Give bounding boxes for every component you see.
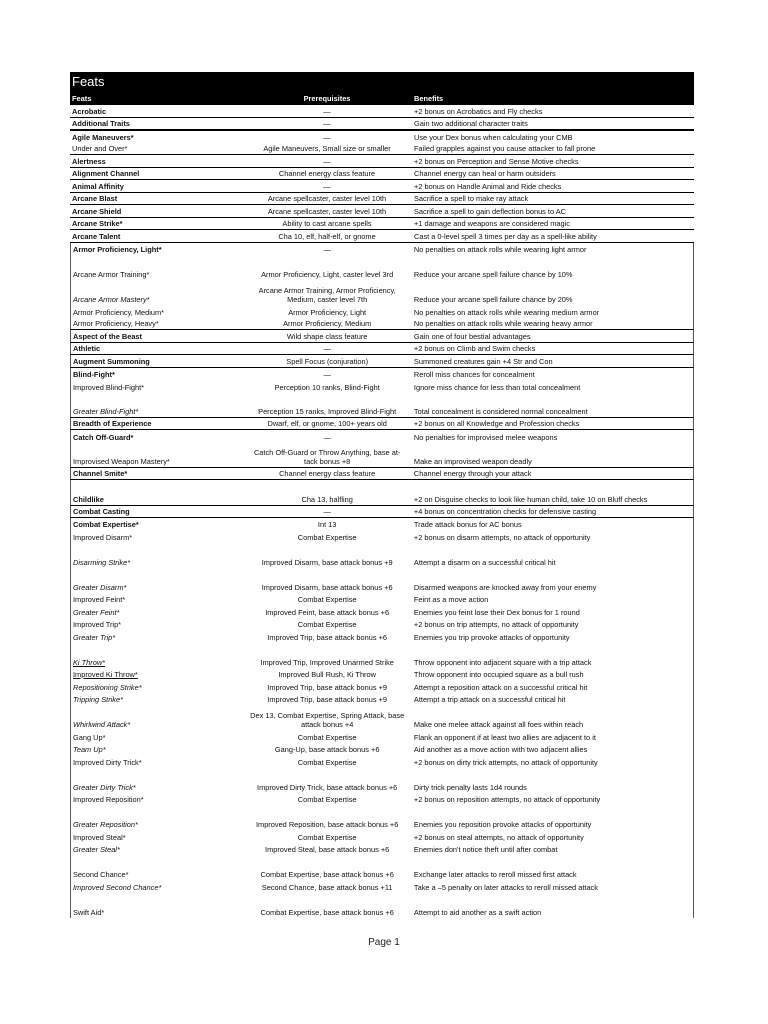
- feat-benefit: +2 on Disguise checks to look like human child, take 10 on Bluff checks: [413, 495, 648, 504]
- feat-name: Additional Traits: [72, 119, 130, 128]
- feat-prerequisite: Armor Proficiency, Light: [288, 307, 367, 317]
- feat-name: Arcane Shield: [72, 206, 122, 216]
- feat-prerequisite: Spell Focus (conjuration): [286, 356, 369, 366]
- table-row: [70, 280, 694, 305]
- feat-prerequisite: Perception 15 ranks, Improved Blind-Fight: [258, 406, 397, 416]
- table-row: [70, 380, 694, 393]
- feat-prerequisite: Combat Expertise: [297, 732, 357, 742]
- feat-name: Greater Steal*: [73, 845, 120, 854]
- table-row: [70, 855, 694, 880]
- feat-name: Disarming Strike*: [73, 557, 131, 567]
- feat-prerequisite: Improved Bull Rush, Ki Throw: [278, 670, 376, 679]
- table-row: [70, 218, 694, 231]
- table-row: [70, 230, 694, 243]
- feat-name: Alignment Channel: [72, 169, 140, 178]
- header-feats: Feats: [72, 94, 92, 103]
- table-row: [70, 618, 694, 631]
- feat-prerequisite: —: [323, 156, 331, 166]
- feat-prerequisite: —: [323, 506, 331, 516]
- feat-name: Greater Trip*: [73, 632, 116, 642]
- feat-prerequisite: Combat Expertise: [297, 832, 357, 842]
- table-body: [70, 105, 694, 918]
- feat-prerequisite: Cha 10, elf, half-elf, or gnome: [278, 231, 376, 241]
- feat-prerequisite: Second Chance, base attack bonus +11: [261, 882, 393, 892]
- feat-name: Breadth of Experience: [73, 419, 152, 428]
- feat-prerequisite: Arcane spellcaster, caster level 10th: [267, 194, 387, 203]
- feat-name: Improved Dirty Trick*: [73, 757, 142, 767]
- feat-name: Combat Expertise*: [73, 520, 139, 529]
- feat-benefit: No penalties on attack rolls while wearing medium armor: [413, 307, 600, 317]
- feat-benefit: Enemies you reposition provoke attacks of opportunity: [413, 820, 592, 829]
- feat-benefit: Make an improvised weapon deadly: [413, 456, 532, 466]
- feat-name: Arcane Talent: [72, 231, 121, 241]
- table-row: [70, 893, 694, 918]
- feat-prerequisite: Gang-Up, base attack bonus +6: [274, 745, 380, 754]
- feat-prerequisite: Agile Maneuvers, Small size or smaller: [263, 144, 391, 153]
- header-prerequisites: Prerequisites: [303, 94, 351, 103]
- feat-name: Tripping Strike*: [73, 695, 123, 704]
- feat-prerequisite: Armor Proficiency, Light, caster level 3rd: [261, 270, 394, 279]
- feat-prerequisite: Wild shape class feature: [286, 331, 368, 341]
- feat-name: Channel Smite*: [73, 469, 128, 478]
- table-row: [70, 393, 694, 418]
- feat-benefit: No penalties for improvised melee weapons: [413, 432, 558, 442]
- feat-name: Improved Blind-Fight*: [73, 382, 145, 392]
- table-row: [70, 155, 694, 168]
- feat-prerequisite: —: [323, 344, 331, 353]
- feat-name: Gang Up*: [73, 732, 106, 742]
- feat-benefit: +4 bonus on concentration checks for defensive casting: [413, 506, 597, 516]
- feat-name: Acrobatic: [72, 106, 107, 116]
- feat-benefit: Total concealment is considered normal concealment: [413, 406, 588, 416]
- feat-prerequisite: Channel energy class feature: [278, 169, 376, 178]
- header-row: [70, 92, 694, 105]
- feat-benefit: Failed grapples against you cause attacker to fall prone: [414, 144, 596, 153]
- feat-benefit: No penalties on attack rolls while wearing heavy armor: [413, 319, 593, 328]
- feat-name: Armor Proficiency, Light*: [73, 245, 162, 254]
- feat-prerequisite: Combat Expertise: [297, 757, 357, 767]
- feat-name: Swift Aid*: [73, 907, 105, 917]
- feat-prerequisite: —: [323, 181, 331, 191]
- feat-prerequisite: Catch Off-Guard or Throw Anything, base at-tack bonus +8: [253, 447, 401, 466]
- feat-name: Arcane Armor Mastery*: [73, 295, 150, 304]
- feat-benefit: Take a –5 penalty on later attacks to reroll missed attack: [413, 882, 598, 892]
- table-row: [70, 743, 694, 756]
- feat-benefit: Use your Dex bonus when calculating your CMB: [414, 132, 573, 142]
- feat-prerequisite: Perception 10 ranks, Blind-Fight: [274, 382, 380, 392]
- table-title: Feats: [70, 72, 694, 92]
- feat-benefit: Enemies don't notice theft until after combat: [413, 845, 558, 854]
- feat-prerequisite: —: [323, 370, 331, 379]
- table-row: [70, 480, 694, 505]
- feat-prerequisite: Combat Expertise: [297, 795, 357, 804]
- table-row: [70, 130, 694, 143]
- feat-prerequisite: Combat Expertise, base attack bonus +6: [260, 907, 394, 917]
- feat-name: Blind-Fight*: [73, 370, 115, 379]
- feat-prerequisite: Improved Steal, base attack bonus +6: [265, 845, 390, 854]
- feat-name: Arcane Armor Training*: [73, 270, 150, 279]
- feat-benefit: Make one melee attack against all foes within reach: [413, 720, 584, 729]
- header-benefits: Benefits: [414, 94, 444, 103]
- feat-benefit: Gain two additional character traits: [414, 119, 528, 128]
- feat-prerequisite: Improved Trip, base attack bonus +9: [267, 695, 388, 704]
- table-row: [70, 205, 694, 218]
- feat-prerequisite: Improved Dirty Trick, base attack bonus +6: [257, 782, 398, 792]
- table-row: [70, 668, 694, 681]
- feat-benefit: Sacrifice a spell to gain deflection bonus to AC: [414, 206, 567, 216]
- table-row: [70, 430, 694, 443]
- feat-benefit: Cast a 0-level spell 3 times per day as a spell-like ability: [414, 231, 597, 241]
- table-row: [70, 318, 694, 331]
- feat-name: Greater Reposition*: [73, 820, 138, 829]
- feat-name: Improved Second Chance*: [73, 882, 162, 892]
- table-row: [70, 180, 694, 193]
- table-row: [70, 118, 694, 131]
- feat-benefit: Ignore miss chance for less than total concealment: [413, 382, 581, 392]
- table-row: [70, 505, 694, 518]
- feat-benefit: Enemies you feint lose their Dex bonus for 1 round: [413, 607, 580, 617]
- table-row: [70, 605, 694, 618]
- feat-benefit: No penalties on attack rolls while wearing light armor: [413, 245, 587, 254]
- feat-benefit: +1 damage and weapons are considered magic: [414, 219, 570, 228]
- feat-benefit: Dirty trick penalty lasts 1d4 rounds: [413, 782, 527, 792]
- feat-name: Aspect of the Beast: [73, 331, 142, 341]
- feat-name: Animal Affinity: [72, 181, 124, 191]
- feat-benefit: +2 bonus on Handle Animal and Ride checks: [414, 181, 562, 191]
- table-row: [70, 755, 694, 768]
- feat-benefit: Flank an opponent if at least two allies are adjacent to it: [413, 732, 596, 742]
- feat-benefit: Attempt a disarm on a successful critical hit: [413, 557, 556, 567]
- feat-name: Improved Disarm*: [73, 532, 133, 542]
- table-row: [70, 568, 694, 593]
- feat-name: Repositioning Strike*: [73, 682, 142, 692]
- feat-prerequisite: Improved Reposition, base attack bonus +6: [255, 820, 399, 829]
- feat-prerequisite: Improved Disarm, base attack bonus +6: [261, 582, 393, 592]
- feat-benefit: Channel energy through your attack: [413, 469, 532, 478]
- feat-benefit: Channel energy can heal or harm outsiders: [414, 169, 556, 178]
- feat-benefit: +2 bonus on dirty trick attempts, no attack of opportunity: [413, 757, 598, 767]
- feat-prerequisite: Improved Trip, base attack bonus +9: [267, 682, 388, 692]
- table-row: [70, 418, 694, 431]
- feat-name: Augment Summoning: [73, 356, 150, 366]
- table-row: [70, 730, 694, 743]
- feat-name: Arcane Strike*: [72, 219, 123, 228]
- table-row: [70, 518, 694, 531]
- table-row: [70, 468, 694, 481]
- feat-prerequisite: Improved Trip, Improved Unarmed Strike: [260, 657, 394, 667]
- feat-name: Greater Disarm*: [73, 582, 127, 592]
- table-row: [70, 355, 694, 368]
- feat-benefit: Feint as a move action: [413, 595, 489, 604]
- feat-benefit: +2 bonus on trip attempts, no attack of opportunity: [413, 620, 579, 629]
- table-row: [70, 543, 694, 568]
- feat-name: Catch Off-Guard*: [73, 432, 134, 442]
- table-row: [70, 243, 694, 256]
- table-row: [70, 305, 694, 318]
- feat-benefit: Aid another as a move action with two adjacent allies: [413, 745, 588, 754]
- feat-benefit: Summoned creatures gain +4 Str and Con: [413, 356, 553, 366]
- feat-prerequisite: Improved Feint, base attack bonus +6: [265, 607, 390, 617]
- feat-prerequisite: Arcane Armor Training, Armor Proficiency, Medium, caster level 7th: [258, 286, 396, 304]
- feat-benefit: Attempt a reposition attack on a successful critical hit: [413, 682, 588, 692]
- feat-name: Agile Maneuvers*: [72, 132, 134, 142]
- feat-prerequisite: Int 13: [317, 520, 337, 529]
- feat-benefit: +2 bonus on disarm attempts, no attack of opportunity: [413, 532, 591, 542]
- feat-name: Second Chance*: [73, 870, 129, 879]
- feat-prerequisite: Combat Expertise: [297, 532, 357, 542]
- feat-benefit: Disarmed weapons are knocked away from your enemy: [413, 582, 597, 592]
- table-row: [70, 443, 694, 468]
- feat-benefit: Sacrifice a spell to make ray attack: [414, 194, 529, 203]
- feat-benefit: Exchange later attacks to reroll missed first attack: [413, 870, 577, 879]
- feat-name: Team Up*: [73, 745, 106, 754]
- feat-name: Alertness: [72, 156, 106, 166]
- feat-prerequisite: Channel energy class feature: [279, 469, 376, 478]
- feat-prerequisite: Ability to cast arcane spells: [282, 219, 372, 228]
- table-row: [70, 368, 694, 381]
- table-row: [70, 593, 694, 606]
- feat-name: Greater Blind-Fight*: [73, 406, 139, 416]
- table-row: [70, 168, 694, 181]
- feat-name: Improvised Weapon Mastery*: [73, 456, 170, 466]
- feat-prerequisite: —: [323, 432, 331, 442]
- table-row: [70, 705, 694, 730]
- feat-prerequisite: Combat Expertise: [297, 595, 357, 604]
- feat-benefit: +2 bonus on steal attempts, no attack of opportunity: [413, 832, 584, 842]
- table-row: [70, 693, 694, 706]
- table-row: [70, 105, 694, 118]
- feat-benefit: Reduce your arcane spell failure chance by 20%: [413, 295, 573, 304]
- feat-prerequisite: Combat Expertise: [297, 620, 357, 629]
- feat-name: Greater Dirty Trick*: [73, 782, 136, 792]
- feat-benefit: +2 bonus on reposition attempts, no attack of opportunity: [413, 795, 601, 804]
- table-row: [70, 830, 694, 843]
- table-row: [70, 768, 694, 793]
- page-number: Page 1: [368, 937, 400, 948]
- feat-name: Combat Casting: [73, 506, 130, 516]
- table-row: [70, 793, 694, 806]
- feat-benefit: Attempt to aid another as a swift action: [413, 907, 542, 917]
- feat-benefit: Attempt a trip attack on a successful critical hit: [413, 695, 566, 704]
- feat-benefit: Reroll miss chances for concealment: [413, 370, 535, 379]
- feat-prerequisite: —: [323, 119, 331, 128]
- feat-benefit: Throw opponent into occupied square as a bull rush: [413, 670, 584, 679]
- table-row: [70, 630, 694, 643]
- feat-name: Arcane Blast: [72, 194, 118, 203]
- table-row: [70, 805, 694, 830]
- feat-benefit: +2 bonus on Climb and Swim checks: [413, 344, 536, 353]
- feats-table: [70, 72, 694, 918]
- feat-name: Improved Ki Throw*: [73, 670, 138, 679]
- feat-name: Athletic: [73, 344, 101, 353]
- feat-name: Improved Trip*: [73, 620, 122, 629]
- feat-benefit: +2 bonus on Acrobatics and Fly checks: [414, 106, 543, 116]
- table-row: [70, 193, 694, 206]
- table-row: [70, 330, 694, 343]
- feat-name: Armor Proficiency, Medium*: [73, 307, 165, 317]
- feat-benefit: +2 bonus on Perception and Sense Motive checks: [414, 156, 579, 166]
- feat-prerequisite: Combat Expertise, base attack bonus +6: [260, 870, 394, 879]
- table-row: [70, 143, 694, 156]
- feat-prerequisite: Cha 13, halfling: [301, 495, 353, 504]
- feat-name: Under and Over*: [72, 144, 128, 153]
- table-row: [70, 643, 694, 668]
- feat-name: Ki Throw*: [73, 657, 106, 667]
- feat-prerequisite: —: [323, 245, 331, 254]
- feat-prerequisite: —: [323, 106, 331, 116]
- feat-name: Improved Feint*: [73, 595, 126, 604]
- feat-name: Armor Proficiency, Heavy*: [73, 319, 159, 328]
- feat-prerequisite: Arcane spellcaster, caster level 10th: [267, 206, 387, 216]
- feat-prerequisite: —: [323, 132, 331, 142]
- feat-prerequisite: Dwarf, elf, or gnome, 100+ years old: [267, 419, 387, 428]
- feat-benefit: Enemies you trip provoke attacks of opportunity: [413, 632, 570, 642]
- feat-name: Childlike: [73, 495, 104, 504]
- table-row: [70, 530, 694, 543]
- feat-name: Greater Feint*: [73, 607, 120, 617]
- feat-prerequisite: Improved Trip, base attack bonus +6: [267, 632, 388, 642]
- feat-prerequisite: Armor Proficiency, Medium: [283, 319, 372, 328]
- feat-benefit: Throw opponent into adjacent square with a trip attack: [413, 657, 592, 667]
- table-row: [70, 343, 694, 356]
- feat-benefit: Reduce your arcane spell failure chance by 10%: [413, 270, 573, 279]
- feat-name: Improved Reposition*: [73, 795, 144, 804]
- feat-name: Whirlwind Attack*: [73, 720, 131, 729]
- table-row: [70, 680, 694, 693]
- feat-prerequisite: Dex 13, Combat Expertise, Spring Attack, base attack bonus +4: [250, 711, 405, 729]
- table-row: [70, 843, 694, 856]
- feat-name: Improved Steal*: [73, 832, 126, 842]
- feat-benefit: +2 bonus on all Knowledge and Profession checks: [413, 419, 580, 428]
- table-row: [70, 880, 694, 893]
- feat-benefit: Gain one of four bestial advantages: [413, 331, 531, 341]
- table-row: [70, 255, 694, 280]
- feat-benefit: Trade attack bonus for AC bonus: [413, 520, 522, 529]
- feat-prerequisite: Improved Disarm, base attack bonus +9: [261, 557, 393, 567]
